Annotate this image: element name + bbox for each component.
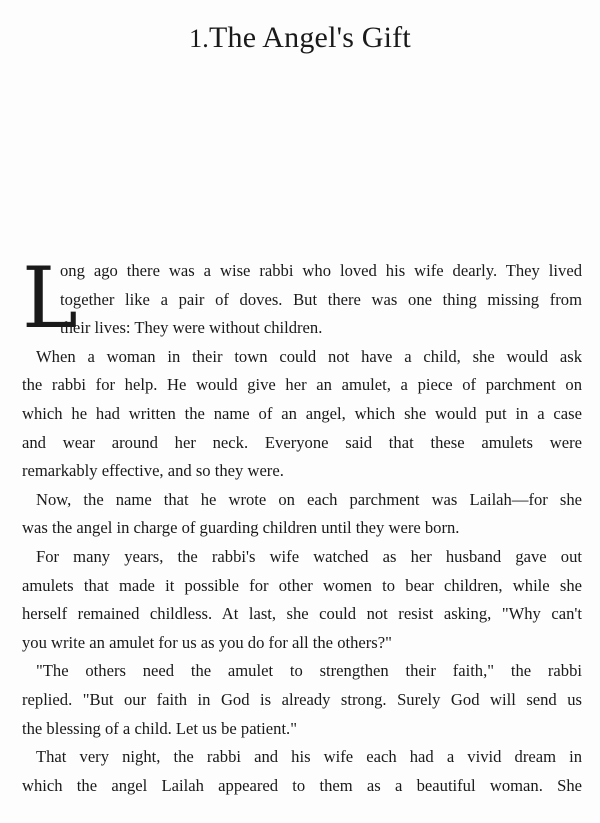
- chapter-number: 1.: [189, 24, 209, 53]
- story-line: the blessing of a child. Let us be patient.": [22, 718, 297, 738]
- story-line: the rabbi for help. He would give her an amulet, a piece of parchment on: [22, 375, 582, 395]
- story-line: replied. "But our faith in God is already strong. Surely God will send us: [22, 689, 582, 709]
- chapter-title-text: The Angel's Gift: [209, 21, 411, 54]
- story-line: That very night, the rabbi and his wife each had a vivid dream in: [36, 747, 582, 767]
- story-line: For many years, the rabbi's wife watched as her husband gave out: [36, 546, 582, 566]
- story-line: which he had written the name of an angel, which she would put in a case: [22, 403, 582, 423]
- story-line: and wear around her neck. Everyone said that these amulets were: [22, 432, 582, 452]
- chapter-title: [0, 18, 600, 59]
- story-line: When a woman in their town could not have a child, she would ask: [36, 346, 582, 366]
- story-line: ong ago there was a wise rabbi who loved his wife dearly. They lived: [60, 261, 582, 280]
- story-line: Now, the name that he wrote on each parchment was Lailah—for she: [36, 489, 582, 509]
- drop-cap: L: [22, 249, 78, 347]
- story-line: their lives: They were without children.: [60, 318, 323, 338]
- story-line: together like a pair of doves. But there was one thing missing from: [60, 289, 582, 309]
- story-body: [22, 249, 582, 800]
- story-line: amulets that made it possible for other women to bear children, while she: [22, 575, 582, 595]
- story-line: was the angel in charge of guarding children until they were born.: [22, 518, 460, 538]
- story-line: you write an amulet for us as you do for all the others?": [22, 632, 392, 652]
- story-line: herself remained childless. At last, she could not resist asking, "Why can't: [22, 604, 582, 624]
- story-line: remarkably effective, and so they were.: [22, 461, 284, 481]
- story-line: which the angel Lailah appeared to them as a beautiful woman. She: [22, 775, 582, 795]
- story-line: "The others need the amulet to strengthen their faith," the rabbi: [36, 661, 582, 681]
